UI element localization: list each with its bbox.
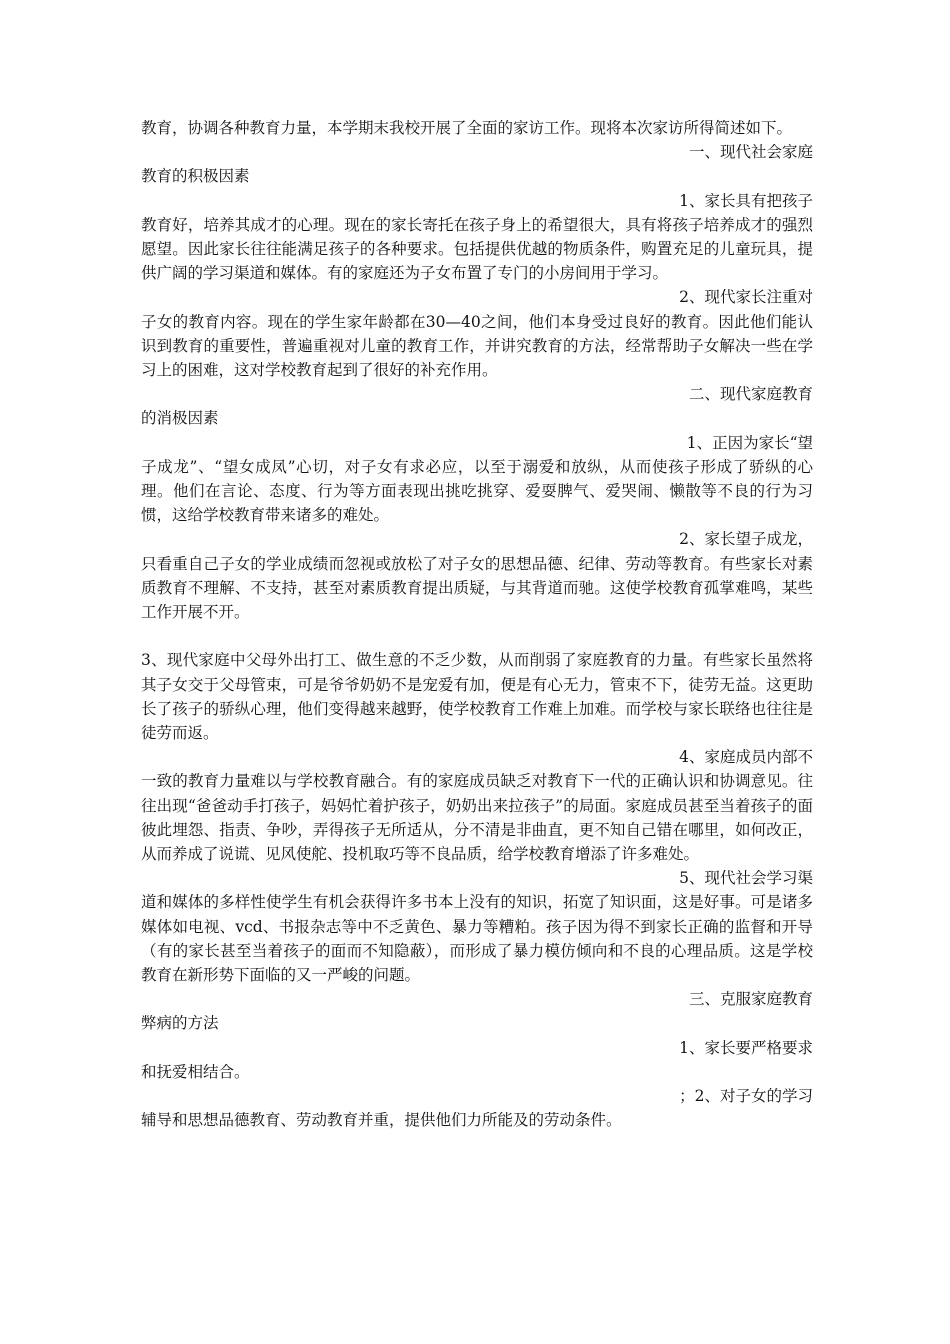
item-heading: 1、家长具有把孩子 <box>679 191 813 210</box>
body-paragraph: 只看重自己子女的学业成绩而忽视或放松了对子女的思想品德、纪律、劳动等教育。有些家长对素质教育不理解、不支持，甚至对素质教育提出质疑，与其背道而驰。这使学校教育孤掌难鸣，某些工作开展不开。 <box>141 554 813 621</box>
item-heading: 5、现代社会学习渠 <box>679 869 813 888</box>
section-heading: 一、现代社会家庭 <box>688 143 813 162</box>
body-paragraph: 3、现代家庭中父母外出打工、做生意的不乏少数，从而削弱了家庭教育的力量。有些家长虽然将其子女交于父母管束，可是爷爷奶奶不是宠爱有加，便是有心无力，管束不下，徒劳无益。这更助长了孩子的骄纵心理，他们变得越来越野，使学校教育工作难上加难。而学校与家长联络也往往是徒劳而返。 <box>141 651 813 742</box>
section-heading-continuation: 教育的积极因素 <box>141 167 250 186</box>
blank-line <box>141 624 813 648</box>
body-paragraph: 子女的教育内容。现在的学生家年龄都在30—40之间，他们本身受过良好的教育。因此他们能认识到教育的重要性，普遍重视对儿童的教育工作，并讲究教育的方法，经常帮助子女解决一些在学习上的困难，这对学校教育起到了很好的补充作用。 <box>141 312 813 379</box>
document-page <box>141 116 813 1132</box>
item-heading: 2、家长望子成龙， <box>679 530 813 549</box>
body-paragraph: 教育好，培养其成才的心理。现在的家长寄托在孩子身上的希望很大，具有将孩子培养成才的强烈愿望。因此家长往往能满足孩子的各种要求。包括提供优越的物质条件，购置充足的儿童玩具，提供广阔的学习渠道和媒体。有的家庭还为子女布置了专门的小房间用于学习。 <box>141 215 813 283</box>
body-paragraph: 子成龙”、“望女成凤”心切，对子女有求必应，以至于溺爱和放纵，从而使孩子形成了骄纵的心理。他们在言论、态度、行为等方面表现出挑吃挑穿、爱耍脾气、爱哭闹、懒散等不良的行为习惯，这给学校教育带来诸多的难处。 <box>141 457 813 525</box>
item-heading: 4、家庭成员内部不 <box>679 748 813 767</box>
body-paragraph: 教育，协调各种教育力量，本学期末我校开展了全面的家访工作。现将本次家访所得简述如下。 <box>141 119 793 137</box>
section-heading-continuation: 的消极因素 <box>141 409 219 428</box>
item-heading: 1、正因为家长“望 <box>686 433 813 452</box>
body-paragraph: 和抚爱相结合。 <box>141 1062 250 1081</box>
item-heading: 1、家长要严格要求 <box>679 1038 813 1057</box>
section-heading-continuation: 弊病的方法 <box>141 1014 219 1033</box>
body-paragraph: 辅导和思想品德教育、劳动教育并重，提供他们力所能及的劳动条件。 <box>141 1111 622 1130</box>
item-heading: ；2、对子女的学习 <box>679 1086 813 1105</box>
section-heading: 三、克服家庭教育 <box>688 990 813 1009</box>
item-heading: 2、现代家长注重对 <box>679 288 813 307</box>
body-paragraph: 一致的教育力量难以与学校教育融合。有的家庭成员缺乏对教育下一代的正确认识和协调意见。往往出现“爸爸动手打孩子，妈妈忙着护孩子，奶奶出来拉孩子”的局面。家庭成员甚至当着孩子的面彼此埋怨、指责、争吵，弄得孩子无所适从，分不清是非曲直，更不知自己错在哪里，如何改正，从而养成了说谎、见风使舵、投机取巧等不良品质，给学校教育增添了许多难处。 <box>141 772 813 863</box>
section-heading: 二、现代家庭教育 <box>688 385 813 404</box>
body-paragraph: 道和媒体的多样性使学生有机会获得许多书本上没有的知识，拓宽了知识面，这是好事。可是诸多媒体如电视、vcd、书报杂志等中不乏黄色、暴力等糟粕。孩子因为得不到家长正确的监督和开导（有的家长甚至当着孩子的面而不知隐蔽），而形成了暴力模仿倾向和不良的心理品质。这是学校教育在新形势下面临的又一严峻的问题。 <box>141 893 813 984</box>
